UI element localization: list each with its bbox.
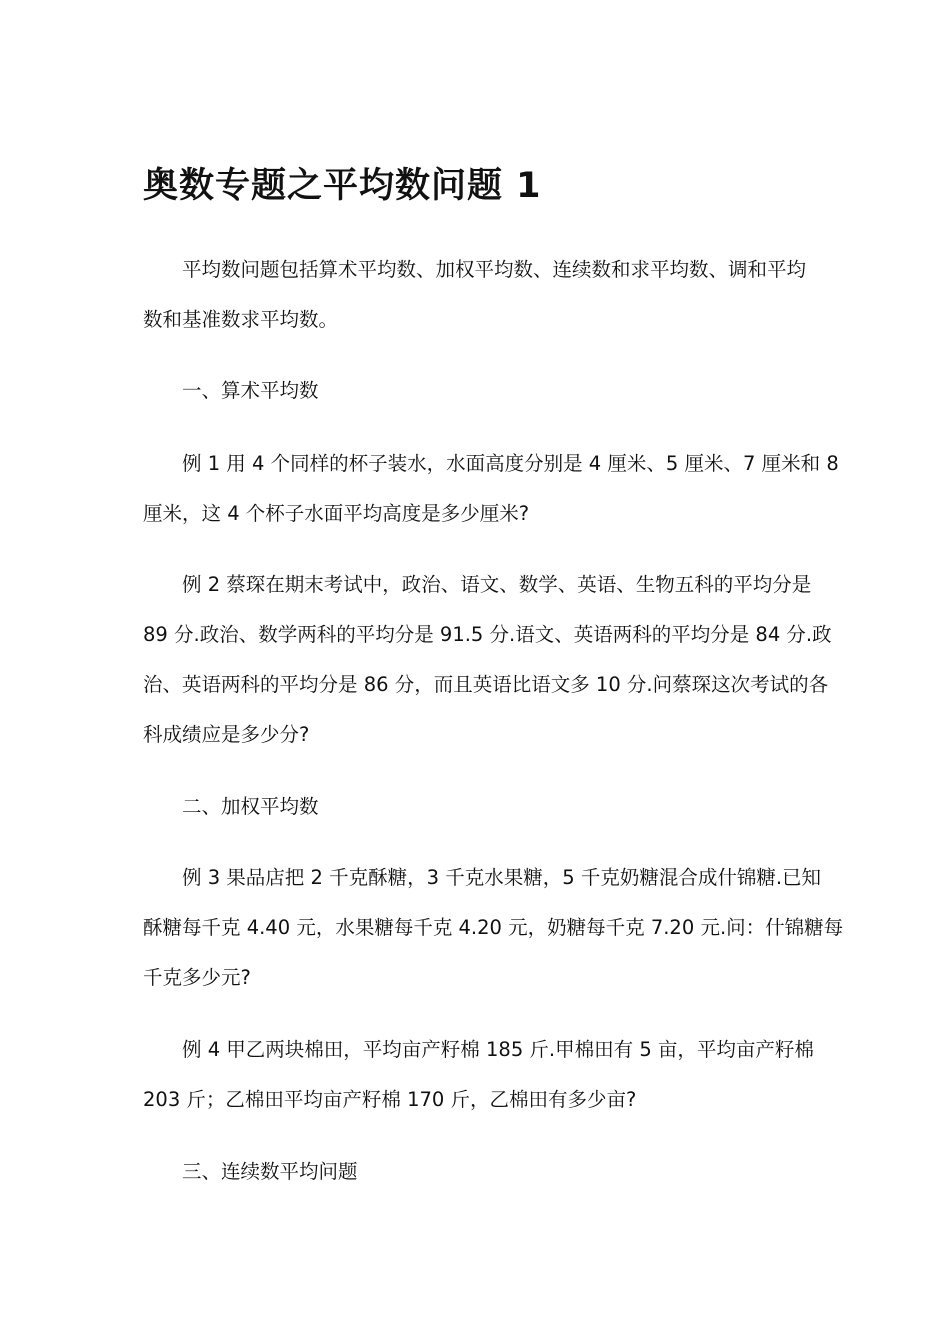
text-line: 千克多少元? bbox=[143, 966, 251, 989]
text-line: 科成绩应是多少分? bbox=[143, 723, 310, 746]
example-4-paragraph bbox=[143, 1025, 814, 1125]
text-line: 203 斤；乙棉田平均亩产籽棉 170 斤，乙棉田有多少亩? bbox=[143, 1088, 637, 1111]
text-line: 酥糖每千克 4.40 元，水果糖每千克 4.20 元，奶糖每千克 7.20 元.问：什锦糖每 bbox=[143, 916, 844, 939]
text-line: 89 分.政治、数学两科的平均分是 91.5 分.语文、英语两科的平均分是 84 分.政 bbox=[143, 623, 832, 646]
example-3-paragraph bbox=[143, 853, 844, 1003]
section-heading-weighted-mean bbox=[143, 782, 808, 832]
page-title: 奥数专题之平均数问题 1 bbox=[143, 166, 542, 206]
text-line: 例 2 蔡琛在期末考试中，政治、语文、数学、英语、生物五科的平均分是 bbox=[182, 573, 812, 596]
text-line: 厘米，这 4 个杯子水面平均高度是多少厘米? bbox=[143, 502, 530, 525]
intro-paragraph bbox=[143, 245, 808, 345]
text-line: 数和基准数求平均数。 bbox=[143, 308, 339, 331]
example-2-paragraph bbox=[143, 560, 832, 760]
text-line: 平均数问题包括算术平均数、加权平均数、连续数和求平均数、调和平均 bbox=[182, 258, 807, 281]
section-heading-arithmetic-mean bbox=[143, 366, 808, 416]
text-line: 例 1 用 4 个同样的杯子装水，水面高度分别是 4 厘米、5 厘米、7 厘米和 8 bbox=[182, 452, 839, 475]
section-heading-consecutive-numbers bbox=[143, 1147, 808, 1197]
section-heading: 二、加权平均数 bbox=[182, 795, 319, 818]
text-line: 例 4 甲乙两块棉田，平均亩产籽棉 185 斤.甲棉田有 5 亩，平均亩产籽棉 bbox=[182, 1038, 814, 1061]
text-line: 治、英语两科的平均分是 86 分，而且英语比语文多 10 分.问蔡琛这次考试的各 bbox=[143, 673, 829, 696]
text-line: 例 3 果品店把 2 千克酥糖，3 千克水果糖，5 千克奶糖混合成什锦糖.已知 bbox=[182, 866, 822, 889]
section-heading: 一、算术平均数 bbox=[182, 379, 319, 402]
example-1-paragraph bbox=[143, 439, 839, 539]
section-heading: 三、连续数平均问题 bbox=[182, 1160, 358, 1183]
